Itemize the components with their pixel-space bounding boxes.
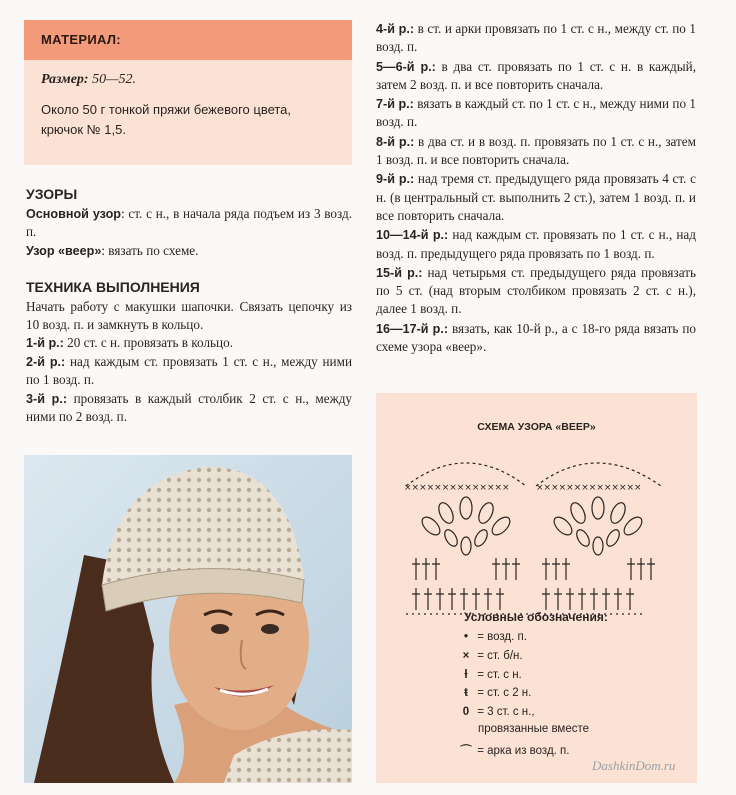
- row-label: 10—14-й р.:: [376, 228, 449, 243]
- hat-photo-illustration: [24, 455, 352, 783]
- scheme-title: СХЕМА УЗОРА «ВЕЕР»: [477, 421, 596, 433]
- arch-icon: ⌒: [460, 745, 472, 757]
- row-text: над тремя ст. предыдущего ряда провязать 4 ст. с н. (в центральный ст. выполнить 2 ст.), затем 1 возд. п. и все повторить сначала.: [376, 171, 696, 223]
- row-label: 3-й р.:: [26, 392, 68, 406]
- legend-item-tr: [458, 687, 531, 699]
- row-label: 7-й р.:: [376, 97, 414, 112]
- cluster-icon: 0: [462, 706, 470, 718]
- row-5-6: [376, 58, 696, 95]
- row-label: 8-й р.:: [376, 134, 415, 149]
- chart-x-stitches: [404, 483, 642, 493]
- legend-item-cluster: [458, 706, 535, 718]
- material-header: [24, 20, 352, 60]
- technique-heading: ТЕХНИКА ВЫПОЛНЕНИЯ: [26, 279, 200, 295]
- row-text: над четырьмя ст. предыдущего ряда провязать по 5 ст. (над вторым столбиком провязать 2 ст. с н.), далее 1 возд. п.: [376, 264, 696, 317]
- row-10-14: [376, 226, 696, 263]
- watermark: DashkinDom.ru: [592, 758, 676, 773]
- yarn-line-2: крючок № 1,5.: [41, 122, 126, 137]
- row-1: [26, 334, 352, 352]
- legend-heading: Условные обозначения:: [464, 610, 608, 624]
- fan-pattern-text: [26, 242, 352, 260]
- main-pattern-desc: : ст. с н., в начала ряда подъем из 3 возд. п.: [26, 206, 352, 240]
- legend-item-arch: [458, 742, 569, 758]
- chain-stitch-icon: •: [463, 631, 469, 643]
- yarn-line-1: Около 50 г тонкой пряжи бежевого цвета,: [41, 102, 292, 117]
- row-text: вязать, как 10-й р., а с 18-го ряда вязать по схеме узора «веер».: [376, 320, 696, 355]
- fan-pattern-label: Узор «веер»: [26, 244, 102, 258]
- technique-intro: Начать работу с макушки шапочки. Связать цепочку из 10 возд. п. и замкнуть в кольцо.: [26, 299, 352, 333]
- row-text: в два ст. провязать по 1 ст. с н. в каждый, затем 2 возд. п. и все повторить сначала.: [376, 58, 696, 92]
- fan-pattern-desc: : вязать по схеме.: [101, 243, 199, 258]
- row-text: вязать в каждый ст. по 1 ст. с н., между ними по 1 возд. п.: [376, 96, 696, 130]
- double-crochet-icon: ƚ: [464, 669, 468, 681]
- chart-fan-left: [419, 497, 513, 555]
- legend-text: = 3 ст. с н.,: [477, 706, 535, 718]
- row-8: [376, 133, 696, 170]
- chart-stitch-rows: [406, 558, 655, 614]
- svg-text:××××××××××××××: ××××××××××××××: [404, 483, 510, 493]
- material-box: [24, 20, 352, 165]
- fan-pattern-chart: [376, 438, 697, 628]
- size-value: 50—52.: [92, 72, 137, 87]
- legend-item-chain: [458, 631, 527, 643]
- yarn-info: [41, 100, 341, 140]
- right-column: [376, 20, 696, 356]
- legend-text: = ст. с н.: [477, 669, 522, 681]
- legend-text: = ст. с 2 н.: [477, 687, 532, 699]
- treble-crochet-icon: ŧ: [464, 687, 468, 699]
- row-4: [376, 20, 696, 57]
- legend-item-sc: [458, 650, 523, 662]
- row-label: 2-й р.:: [26, 355, 66, 369]
- row-text: в ст. и арки провязать по 1 ст. с н., между ст. по 1 возд. п.: [376, 21, 697, 55]
- main-pattern-text: [26, 205, 352, 241]
- row-label: 1-й р.:: [26, 336, 64, 350]
- row-2: [26, 353, 352, 389]
- patterns-heading: УЗОРЫ: [26, 186, 78, 202]
- row-15: [376, 264, 696, 319]
- material-title: МАТЕРИАЛ:: [41, 32, 121, 47]
- row-text: 20 ст. с н. провязать в кольцо.: [63, 335, 234, 350]
- row-text: над каждым ст. провязать по 1 ст. с н., над возд. п. предыдущего ряда провязать по 1 возд. п.: [376, 227, 696, 261]
- row-label: 15-й р.:: [376, 265, 423, 280]
- svg-text:××××××××××××××: ××××××××××××××: [536, 483, 642, 493]
- scheme-box: [376, 393, 697, 783]
- right-eye: [261, 624, 279, 634]
- left-eye: [211, 624, 229, 634]
- row-text: в два ст. и в возд. п. провязать по 1 ст. с н., затем 1 возд. п. и все повторить сначала.: [376, 133, 697, 168]
- row-label: 16—17-й р.:: [376, 321, 449, 336]
- hat-photo: [24, 455, 352, 783]
- row-9: [376, 170, 696, 225]
- chart-fan-right: [551, 497, 645, 555]
- legend-item-dc: [458, 669, 522, 681]
- row-text: над каждым ст. провязать 1 ст. с н., между ними по 1 возд. п.: [26, 354, 353, 388]
- row-3: [26, 390, 352, 426]
- row-16-17: [376, 320, 696, 357]
- row-label: 9-й р.:: [376, 172, 415, 187]
- row-text: провязать в каждый столбик 2 ст. с н., между ними по 2 возд. п.: [26, 391, 352, 425]
- single-crochet-icon: ×: [462, 650, 470, 662]
- legend-text: = возд. п.: [477, 631, 527, 643]
- legend-text: провязанные вместе: [478, 723, 590, 735]
- row-label: 5—6-й р.:: [376, 59, 436, 74]
- main-pattern-label: Основной узор: [26, 207, 122, 221]
- row-label: 4-й р.:: [376, 22, 415, 36]
- size-line: [41, 72, 136, 88]
- size-label: Размер:: [41, 72, 89, 87]
- legend-text: = арка из возд. п.: [477, 745, 570, 757]
- row-7: [376, 95, 696, 132]
- legend-text: = ст. б/н.: [477, 650, 523, 662]
- legend-item-cluster-cont: [478, 723, 589, 735]
